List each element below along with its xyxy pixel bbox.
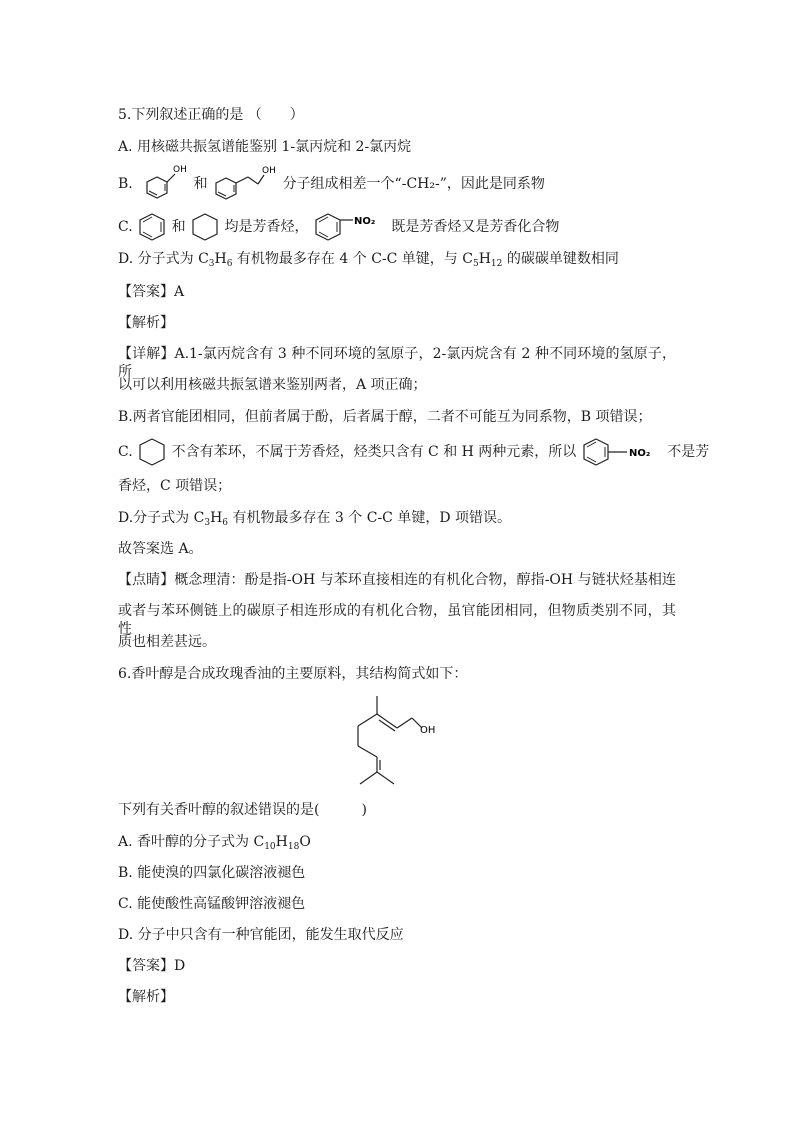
q6-stem: 6.香叶醇是合成玫瑰香油的主要原料，其结构简式如下：	[118, 666, 468, 682]
benzyl-alcohol-structure-icon	[212, 164, 278, 204]
q5-detail-line-6-sub-2: 6	[222, 518, 229, 528]
q5-option-b-prefix: B.	[118, 176, 133, 192]
q5-option-c	[118, 211, 559, 243]
q5-option-b-and: 和	[193, 176, 208, 192]
benzyl-alcohol-oh-label: OH	[262, 166, 276, 176]
q5-option-c-and: 和	[171, 219, 186, 235]
q6-option-a-sub-1: 10	[264, 842, 276, 852]
q6-option-c: C. 能使酸性高锰酸钾溶液褪色	[118, 896, 306, 912]
nitro-group-label: NO₂	[353, 216, 376, 227]
q5-option-d-text-5: 的碳碳单键数相同	[502, 251, 619, 267]
q5-option-d-text-2: H	[214, 251, 227, 267]
q5-option-b-suffix: 分子组成相差一个“-CH₂-”，因此是同系物	[282, 176, 545, 192]
q5-tip-line-3: 质也相差甚远。	[118, 634, 216, 650]
q5-detail-line-6-text-2: H	[210, 510, 223, 526]
q5-detail-line-4-prefix: C.	[118, 444, 133, 460]
q5-detail-line-4-suffix: 不是芳	[667, 444, 710, 460]
q6-option-a-text-1: A. 香叶醇的分子式为 C	[118, 834, 265, 850]
nitrobenzene-structure-icon	[313, 211, 387, 243]
q6-option-a-text-2: H	[275, 834, 288, 850]
q6-option-d: D. 分子中只含有一种官能团，能发生取代反应	[118, 927, 404, 943]
q5-option-d-text-3: 有机物最多存在 4 个 C-C 单键，与 C	[232, 251, 473, 267]
q5-detail-line-3: B.两者官能团相同，但前者属于酚，后者属于醇，二者不可能互为同系物，B 项错误；	[118, 409, 652, 425]
q6-analysis-label: 【解析】	[118, 989, 174, 1005]
q5-detail-line-4-body: 不含有苯环，不属于芳香烃，烃类只含有 C 和 H 两种元素，所以	[171, 444, 577, 460]
q5-option-c-prefix: C.	[118, 219, 133, 235]
q6-option-a-text-3: O	[299, 834, 311, 850]
q5-option-a: A. 用核磁共振氢谱能鉴别 1-氯丙烷和 2-氯丙烷	[118, 139, 412, 155]
q5-option-c-mid: 均是芳香烃，	[224, 219, 309, 235]
q5-option-d-sub-3: 5	[472, 259, 479, 269]
q5-stem: 5.下列叙述正确的是 （ ）	[118, 107, 304, 123]
q5-tip-line-1: 【点睛】概念理清：酚是指-OH 与苯环直接相连的有机化合物，醇指-OH 与链状烃基相连	[118, 572, 676, 588]
nitrobenzene-structure-icon	[581, 437, 663, 467]
q6-option-a	[118, 833, 311, 851]
q5-tip-line-2: 或者与苯环侧链上的碳原子相连形成的有机化合物，虽官能团相同，但物质类别不同，其性	[118, 603, 676, 637]
q5-detail-line-6-text-3: 有机物最多存在 3 个 C-C 单键，D 项错误。	[228, 510, 512, 526]
geraniol-oh-label: OH	[420, 725, 436, 736]
q5-detail-line-1: 【详解】A.1-氯丙烷含有 3 种不同环境的氢原子，2-氯丙烷含有 2 种不同环境的氢原子，所	[118, 346, 676, 380]
q5-option-d-text-1: D. 分子式为 C	[118, 251, 209, 267]
q5-detail-line-6-sub-1: 3	[204, 518, 211, 528]
cyclohexane-structure-icon	[137, 437, 167, 467]
q5-conclusion: 故答案选 A。	[118, 541, 203, 557]
q5-option-d-sub-1: 3	[208, 259, 215, 269]
benzene-structure-icon	[137, 211, 167, 243]
q5-option-b	[118, 164, 545, 204]
q6-question: 下列有关香叶醇的叙述错误的是( )	[118, 802, 367, 818]
phenol-structure-icon	[137, 164, 189, 204]
q5-detail-line-4	[118, 437, 709, 467]
q5-detail-line-5: 香烃，C 项错误；	[118, 478, 232, 494]
nitro-group-label: NO₂	[628, 448, 651, 459]
q5-option-d-text-4: H	[478, 251, 491, 267]
q6-answer: 【答案】D	[118, 958, 186, 974]
cyclohexane-structure-icon	[190, 211, 220, 243]
q5-analysis-label: 【解析】	[118, 315, 174, 331]
q5-detail-line-6-text-1: D.分子式为 C	[118, 510, 205, 526]
q5-option-c-suffix: 既是芳香烃又是芳香化合物	[391, 219, 560, 235]
q6-option-a-sub-2: 18	[287, 842, 300, 852]
geraniol-structure-icon	[340, 694, 460, 794]
q5-answer: 【答案】A	[118, 284, 185, 300]
q6-option-b: B. 能使溴的四氯化碳溶液褪色	[118, 865, 306, 881]
phenol-oh-label: OH	[173, 165, 188, 175]
q5-option-d-sub-2: 6	[226, 259, 233, 269]
q5-detail-line-6	[118, 509, 511, 527]
q5-option-d-sub-4: 12	[490, 259, 503, 269]
q5-option-d	[118, 250, 619, 268]
q5-detail-line-2: 以可以利用核磁共振氢谱来鉴别两者，A 项正确；	[118, 377, 427, 393]
